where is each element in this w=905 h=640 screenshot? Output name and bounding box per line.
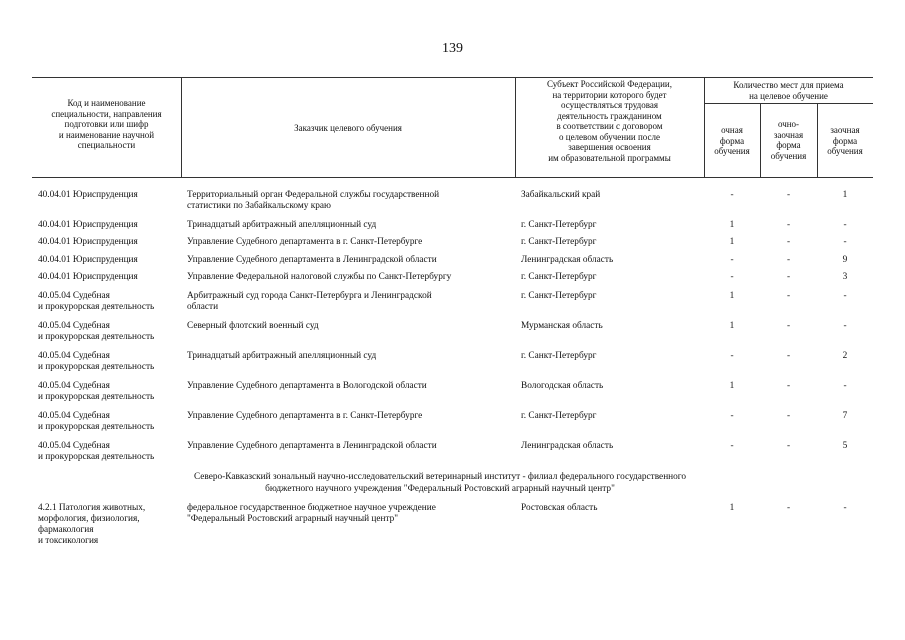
row-distance: - xyxy=(843,503,847,513)
row-customer: Территориальный орган Федеральной службы государственной статистики по Забайкальскому краю xyxy=(187,190,440,211)
row-code: 40.05.04 Судебная и прокурорская деятельность xyxy=(38,351,155,372)
row-customer: федеральное государственное бюджетное научное учреждение "Федеральный Ростовский аграрный научный центр" xyxy=(187,503,436,524)
row-fulltime: - xyxy=(730,441,734,451)
row-code: 40.04.01 Юриспруденция xyxy=(38,237,138,247)
row-code: 40.05.04 Судебная и прокурорская деятельность xyxy=(38,381,155,402)
row-distance: 5 xyxy=(842,441,848,451)
row-customer: Управление Федеральной налоговой службы по Санкт-Петербургу xyxy=(187,272,452,282)
row-parttime: - xyxy=(786,237,791,247)
row-subject: г. Санкт-Петербург xyxy=(521,351,597,361)
section-heading: Северо-Кавказский зональный научно-исследовательский ветеринарный институт - филиал федерального государственного бюджетного научного учреждения "Федеральный Ростовский аграрный научный центр" xyxy=(193,472,687,494)
row-subject: Ленинградская область xyxy=(521,255,614,265)
header-code: Код и наименование специальности, направления подготовки или шифр и наименование научной специальности xyxy=(51,98,162,150)
row-subject: г. Санкт-Петербург xyxy=(521,272,597,282)
row-subject: г. Санкт-Петербург xyxy=(521,237,597,247)
row-subject: Ленинградская область xyxy=(521,441,614,451)
row-distance: - xyxy=(843,381,847,391)
row-subject: Забайкальский край xyxy=(521,190,601,200)
header-places: Количество мест для приема на целевое обучение xyxy=(733,80,844,101)
row-parttime: - xyxy=(786,411,791,421)
row-parttime: - xyxy=(786,272,791,282)
row-parttime: - xyxy=(786,321,791,331)
row-code: 4.2.1 Патология животных, морфология, физиология, фармакология и токсикология xyxy=(38,503,146,546)
header-subject: Субъект Российской Федерации, на территории которого будет осуществляться трудовая деятельность гражданином в соответствии с договором о целевом обучении после завершения освоения им образовательной программы xyxy=(547,79,672,163)
row-fulltime: - xyxy=(730,351,734,361)
row-distance: - xyxy=(843,220,847,230)
row-customer: Управление Судебного департамента в Ленинградской области xyxy=(187,255,437,265)
row-fulltime: - xyxy=(730,272,734,282)
row-fulltime: 1 xyxy=(729,503,735,513)
row-parttime: - xyxy=(786,255,791,265)
row-subject: Вологодская область xyxy=(521,381,604,391)
row-distance: - xyxy=(843,321,847,331)
row-parttime: - xyxy=(786,291,791,301)
row-customer: Северный флотский военный суд xyxy=(187,321,319,331)
row-code: 40.04.01 Юриспруденция xyxy=(38,255,138,265)
row-code: 40.04.01 Юриспруденция xyxy=(38,190,138,200)
row-subject: г. Санкт-Петербург xyxy=(521,411,597,421)
row-distance: 9 xyxy=(842,255,848,265)
row-subject: Ростовская область xyxy=(521,503,598,513)
page-number: 139 xyxy=(442,41,463,56)
row-customer: Управление Судебного департамента в г. Санкт-Петербурге xyxy=(187,411,423,421)
row-parttime: - xyxy=(786,503,791,513)
row-fulltime: - xyxy=(730,190,734,200)
row-code: 40.04.01 Юриспруденция xyxy=(38,220,138,230)
row-distance: - xyxy=(843,291,847,301)
row-code: 40.04.01 Юриспруденция xyxy=(38,272,138,282)
row-code: 40.05.04 Судебная и прокурорская деятельность xyxy=(38,411,155,432)
header-fulltime: очная форма обучения xyxy=(714,125,750,156)
header-parttime: очно- заочная форма обучения xyxy=(770,119,807,161)
row-customer: Тринадцатый арбитражный апелляционный суд xyxy=(187,220,377,230)
row-subject: г. Санкт-Петербург xyxy=(521,291,597,301)
row-parttime: - xyxy=(786,220,791,230)
row-fulltime: 1 xyxy=(729,321,735,331)
row-subject: г. Санкт-Петербург xyxy=(521,220,597,230)
row-parttime: - xyxy=(786,351,791,361)
table-top-border xyxy=(32,77,873,78)
places-header-divider xyxy=(704,103,873,104)
row-fulltime: 1 xyxy=(729,220,735,230)
row-fulltime: 1 xyxy=(729,291,735,301)
row-customer: Управление Судебного департамента в Вологодской области xyxy=(187,381,427,391)
row-parttime: - xyxy=(786,381,791,391)
row-distance: 2 xyxy=(842,351,848,361)
row-fulltime: 1 xyxy=(729,381,735,391)
row-distance: 7 xyxy=(842,411,848,421)
row-customer: Тринадцатый арбитражный апелляционный суд xyxy=(187,351,377,361)
table-header-bottom-border xyxy=(32,177,873,178)
row-subject: Мурманская область xyxy=(521,321,603,331)
row-customer: Управление Судебного департамента в Ленинградской области xyxy=(187,441,437,451)
row-parttime: - xyxy=(786,441,791,451)
row-parttime: - xyxy=(786,190,791,200)
row-customer: Управление Судебного департамента в г. Санкт-Петербурге xyxy=(187,237,423,247)
row-fulltime: - xyxy=(730,411,734,421)
row-fulltime: - xyxy=(730,255,734,265)
header-distance: заочная форма обучения xyxy=(827,125,863,156)
row-fulltime: 1 xyxy=(729,237,735,247)
row-distance: - xyxy=(843,237,847,247)
row-code: 40.05.04 Судебная и прокурорская деятельность xyxy=(38,441,155,462)
row-code: 40.05.04 Судебная и прокурорская деятельность xyxy=(38,291,155,312)
row-distance: 1 xyxy=(842,190,848,200)
header-customer: Заказчик целевого обучения xyxy=(294,123,402,133)
row-distance: 3 xyxy=(842,272,848,282)
row-code: 40.05.04 Судебная и прокурорская деятельность xyxy=(38,321,155,342)
row-customer: Арбитражный суд города Санкт-Петербурга и Ленинградской области xyxy=(187,291,432,312)
